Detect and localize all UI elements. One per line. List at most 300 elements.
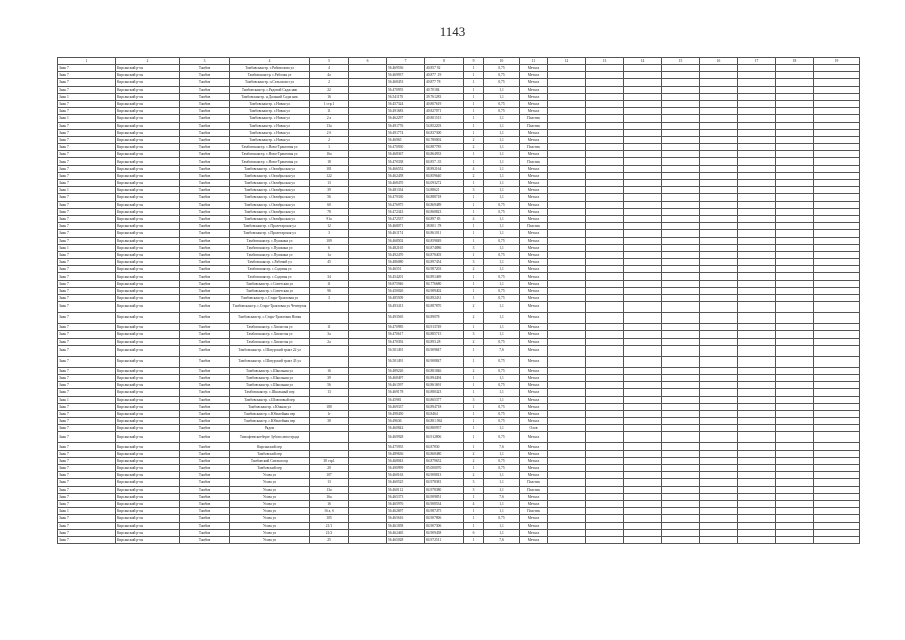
table-cell: Металл — [520, 374, 548, 381]
table-cell — [586, 479, 624, 486]
table-cell: 56.491774 — [387, 129, 425, 136]
table-cell — [738, 479, 776, 486]
table-cell — [624, 382, 662, 389]
table-cell — [349, 324, 387, 331]
table-cell: Тамбов — [180, 324, 230, 331]
table-cell: Металл — [520, 389, 548, 396]
table-cell — [776, 432, 814, 443]
table-cell — [776, 522, 814, 529]
table-cell — [586, 536, 624, 543]
table-cell: Тамбовский Смелкоп пр — [230, 457, 310, 464]
table-cell: Тамбовский пер — [230, 465, 310, 472]
table-cell: Тамбовскаястр. с.Ново-Трактовая ул — [230, 158, 310, 165]
table-cell — [738, 418, 776, 425]
table-cell: Знак 7 — [58, 287, 116, 294]
table-cell: Знак 7 — [58, 515, 116, 522]
table-cell: Тамбов — [180, 194, 230, 201]
table-cell: 21/1 — [310, 522, 349, 529]
table-cell — [814, 65, 860, 72]
table-cell — [700, 129, 738, 136]
table-cell: 54.852203 — [425, 122, 464, 129]
table-cell — [662, 251, 700, 258]
table-cell: 0,75 — [484, 432, 520, 443]
table-cell — [700, 324, 738, 331]
table-cell — [349, 313, 387, 324]
table-cell — [738, 522, 776, 529]
table-cell: 56.45981 — [387, 396, 425, 403]
table-cell — [814, 389, 860, 396]
table-cell — [662, 136, 700, 143]
table-cell — [700, 259, 738, 266]
table-cell — [349, 93, 387, 100]
table-cell: 84.880423 — [425, 389, 464, 396]
table-cell: 1,1 — [484, 522, 520, 529]
table-cell: Тамбов — [180, 86, 230, 93]
table-cell — [586, 259, 624, 266]
table-cell — [700, 158, 738, 165]
table-cell: Тамбовскаястр. с.Хвоистая ул — [230, 324, 310, 331]
table-cell: 56.493413 — [387, 302, 425, 313]
table-cell: Кирсанский р-он — [116, 108, 180, 115]
table-cell — [548, 201, 586, 208]
table-cell — [700, 418, 738, 425]
table-cell: Кирсанский р-он — [116, 136, 180, 143]
table-cell — [776, 172, 814, 179]
table-cell: 1,1 — [484, 180, 520, 187]
table-cell: 84.913749 — [425, 324, 464, 331]
table-cell: 56.465976 — [387, 500, 425, 507]
table-cell: Металл — [520, 172, 548, 179]
table-cell — [662, 356, 700, 367]
table-cell — [624, 443, 662, 450]
table-cell: 1 — [310, 144, 349, 151]
table-cell: 2 а — [310, 115, 349, 122]
column-header: 13 — [586, 58, 624, 65]
table-cell — [776, 425, 814, 432]
table-cell — [586, 396, 624, 403]
table-cell — [349, 108, 387, 115]
table-cell: Тамбов — [180, 251, 230, 258]
table-cell — [700, 425, 738, 432]
table-cell — [349, 129, 387, 136]
table-cell — [586, 313, 624, 324]
table-cell — [700, 208, 738, 215]
table-cell — [814, 215, 860, 222]
table-cell: Тамбов — [180, 72, 230, 79]
table-cell — [738, 493, 776, 500]
table-cell — [814, 144, 860, 151]
table-cell — [738, 93, 776, 100]
table-cell: Знак 7 — [58, 389, 116, 396]
table-cell — [349, 180, 387, 187]
table-cell: 1г — [310, 410, 349, 417]
table-cell: 84.892431 — [425, 295, 464, 302]
table-cell: 56.46551 — [387, 266, 425, 273]
table-cell — [814, 122, 860, 129]
table-cell: Тамбовскаястр. с.Старо-Трактовая ул Четвертая — [230, 302, 310, 313]
table-cell — [624, 356, 662, 367]
table-cell — [662, 223, 700, 230]
table-cell: 4 — [464, 215, 484, 222]
table-cell — [548, 432, 586, 443]
table-cell — [349, 338, 387, 345]
table-cell: 84.972511 — [425, 536, 464, 543]
table-cell — [738, 251, 776, 258]
table-cell: Тамбов — [180, 108, 230, 115]
table-cell: Пластик — [520, 115, 548, 122]
table-cell: Тамбовскаястр. с.Октябрьская ул — [230, 194, 310, 201]
table-cell — [624, 313, 662, 324]
table-row — [58, 86, 860, 93]
table-cell — [548, 115, 586, 122]
table-cell — [738, 151, 776, 158]
table-row — [58, 522, 860, 529]
table-cell — [349, 410, 387, 417]
table-header-row — [58, 58, 860, 65]
table-cell: 6 — [464, 529, 484, 536]
table-cell — [776, 144, 814, 151]
table-cell — [776, 273, 814, 280]
table-cell — [700, 500, 738, 507]
table-cell: 122 — [310, 172, 349, 179]
table-cell: Кирсанский р-он — [116, 331, 180, 338]
table-cell — [349, 65, 387, 72]
table-cell: Тамбов — [180, 273, 230, 280]
table-cell — [586, 144, 624, 151]
table-cell: Тамбов — [180, 259, 230, 266]
table-cell: Металл — [520, 331, 548, 338]
table-cell: Тамбов — [180, 129, 230, 136]
table-cell: Знак 7 — [58, 356, 116, 367]
table-cell: 0,75 — [484, 338, 520, 345]
table-cell — [814, 338, 860, 345]
table-cell: Кирсанский р-он — [116, 165, 180, 172]
table-cell: 56.465028 — [387, 536, 425, 543]
table-cell: 1 — [464, 79, 484, 86]
table-cell — [776, 396, 814, 403]
table-cell — [776, 389, 814, 396]
table-cell — [700, 432, 738, 443]
table-cell — [624, 508, 662, 515]
table-row — [58, 313, 860, 324]
table-cell — [738, 331, 776, 338]
table-cell — [349, 465, 387, 472]
table-cell — [776, 493, 814, 500]
table-cell — [349, 396, 387, 403]
table-cell — [548, 215, 586, 222]
table-cell — [624, 403, 662, 410]
table-cell: 2 — [464, 338, 484, 345]
table-cell: Тамбов — [180, 479, 230, 486]
table-cell — [586, 382, 624, 389]
table-cell: Тамбов — [180, 465, 230, 472]
table-cell: Усова ул — [230, 508, 310, 515]
table-cell: Кирсанский р-он — [116, 194, 180, 201]
table-cell — [349, 356, 387, 367]
table-cell — [662, 158, 700, 165]
table-row — [58, 418, 860, 425]
table-cell — [776, 295, 814, 302]
table-cell — [624, 251, 662, 258]
table-cell — [814, 223, 860, 230]
table-cell — [548, 136, 586, 143]
table-cell — [349, 280, 387, 287]
table-cell: 84.887785 — [425, 144, 464, 151]
table-cell: Пластик — [520, 223, 548, 230]
table-row — [58, 230, 860, 237]
table-cell — [310, 345, 349, 356]
table-cell: 84.978380 — [425, 486, 464, 493]
table-cell: Тамбов — [180, 65, 230, 72]
table-cell — [814, 208, 860, 215]
table-cell — [814, 259, 860, 266]
table-cell: Тамбовскаястр. с.Новая ул — [230, 136, 310, 143]
table-cell — [586, 356, 624, 367]
table-cell — [349, 479, 387, 486]
table-cell: 56.465616 — [387, 515, 425, 522]
table-cell — [814, 201, 860, 208]
table-cell: 84.989402 — [425, 287, 464, 294]
table-cell — [814, 410, 860, 417]
table-cell: Тамбов — [180, 367, 230, 374]
table-cell: 4а — [310, 72, 349, 79]
table-cell: Тамбов — [180, 144, 230, 151]
table-cell: Знак 7 — [58, 443, 116, 450]
table-cell — [776, 201, 814, 208]
table-cell — [548, 165, 586, 172]
table-cell: Металл — [520, 136, 548, 143]
table-cell — [548, 313, 586, 324]
table-cell: Кирсанский р-он — [116, 230, 180, 237]
table-cell — [814, 493, 860, 500]
table-cell — [624, 266, 662, 273]
table-row — [58, 129, 860, 136]
table-cell: Знак 7 — [58, 493, 116, 500]
table-cell: Тамбов — [180, 93, 230, 100]
table-cell — [700, 187, 738, 194]
table-cell: 1,1 — [484, 396, 520, 403]
table-cell: 1 — [464, 389, 484, 396]
table-cell — [548, 536, 586, 543]
table-cell: Кирсанский р-он — [116, 302, 180, 313]
table-cell: Знак 7 — [58, 450, 116, 457]
table-cell: Металл — [520, 287, 548, 294]
table-cell: 2а — [310, 338, 349, 345]
table-cell — [738, 237, 776, 244]
table-cell: 1 — [464, 208, 484, 215]
table-cell: Тамбов — [180, 410, 230, 417]
table-cell: Металл — [520, 100, 548, 107]
table-cell: 84.87830 — [425, 443, 464, 450]
table-cell — [624, 79, 662, 86]
table-cell — [548, 486, 586, 493]
table-cell — [738, 165, 776, 172]
table-cell — [586, 500, 624, 507]
table-cell: Тамбов — [180, 313, 230, 324]
table-cell — [700, 493, 738, 500]
table-cell: Металл — [520, 522, 548, 529]
table-cell: Тамбов — [180, 215, 230, 222]
table-cell: Металл — [520, 345, 548, 356]
table-cell: Металл — [520, 432, 548, 443]
table-row — [58, 465, 860, 472]
table-cell: Кирсанский р-он — [116, 522, 180, 529]
table-cell: Тамбовскаястр. с.Пушкина ул — [230, 244, 310, 251]
table-cell — [349, 187, 387, 194]
table-cell: Кирсанский р-он — [116, 425, 180, 432]
table-cell — [349, 522, 387, 529]
table-cell — [624, 129, 662, 136]
table-cell — [548, 72, 586, 79]
table-cell: Знак 7 — [58, 295, 116, 302]
table-cell: 39 — [310, 374, 349, 381]
table-cell: Тамбовскаястр. с.Старо-Трактовая Новая — [230, 313, 310, 324]
table-cell — [776, 403, 814, 410]
table-cell — [624, 410, 662, 417]
table-cell: Пластик — [520, 479, 548, 486]
table-cell — [814, 367, 860, 374]
table-cell — [349, 515, 387, 522]
table-cell — [548, 331, 586, 338]
table-cell — [624, 493, 662, 500]
table-cell — [700, 367, 738, 374]
table-cell: Металл — [520, 72, 548, 79]
table-cell — [700, 508, 738, 515]
table-cell: Металл — [520, 536, 548, 543]
table-cell: Тамбов — [180, 515, 230, 522]
table-cell — [776, 194, 814, 201]
table-cell: Кирсанский р-он — [116, 313, 180, 324]
table-cell: 4 — [464, 165, 484, 172]
table-cell: Тамбов — [180, 338, 230, 345]
table-row — [58, 237, 860, 244]
table-cell — [349, 100, 387, 107]
column-header: 17 — [738, 58, 776, 65]
table-cell: 16 а, б — [310, 508, 349, 515]
table-cell: Кирсанский р-он — [116, 536, 180, 543]
table-cell: 56.470617 — [387, 331, 425, 338]
table-cell: 56.501491 — [387, 356, 425, 367]
table-cell: Металл — [520, 194, 548, 201]
table-cell: Металл — [520, 244, 548, 251]
table-cell — [349, 457, 387, 464]
column-header: 7 — [387, 58, 425, 65]
table-cell: 56.489636 — [387, 450, 425, 457]
table-cell — [814, 287, 860, 294]
table-cell — [700, 403, 738, 410]
table-cell: Тамбовскаястр. с.Советская ул — [230, 287, 310, 294]
table-cell — [624, 338, 662, 345]
table-cell — [548, 479, 586, 486]
table-cell: Знак 7 — [58, 151, 116, 158]
table-cell: 1 — [464, 100, 484, 107]
table-cell — [700, 237, 738, 244]
table-cell — [776, 86, 814, 93]
table-cell — [776, 324, 814, 331]
table-cell: 84.093272 — [425, 180, 464, 187]
table-cell — [776, 418, 814, 425]
table-cell — [548, 338, 586, 345]
table-cell: 1 — [464, 418, 484, 425]
table-cell: 38.892164 — [425, 165, 464, 172]
table-cell: 1,1 — [484, 374, 520, 381]
table-cell — [700, 472, 738, 479]
table-cell: Тамбовскаястр. с.Пушкина ул — [230, 237, 310, 244]
table-row — [58, 180, 860, 187]
table-cell: 0,75 — [484, 465, 520, 472]
table-cell — [776, 313, 814, 324]
table-cell — [624, 244, 662, 251]
table-cell: 1 — [464, 151, 484, 158]
table-cell: 1,1 — [484, 331, 520, 338]
table-cell: Металл — [520, 418, 548, 425]
table-cell: Тамбовскаястр. с.Октябрьская ул — [230, 180, 310, 187]
table-cell: 84.909851 — [425, 493, 464, 500]
table-cell: 40.827071 — [425, 108, 464, 115]
table-cell — [776, 410, 814, 417]
table-cell: 1,1 — [484, 389, 520, 396]
table-cell: Усова ул — [230, 479, 310, 486]
table-cell — [700, 165, 738, 172]
table-cell: 2 — [464, 144, 484, 151]
table-cell: 3 — [464, 331, 484, 338]
table-cell — [624, 208, 662, 215]
table-cell: Кирсанский р-он — [116, 457, 180, 464]
table-cell: 84.881846 — [425, 367, 464, 374]
table-cell: 84.865377 — [425, 396, 464, 403]
table-row — [58, 425, 860, 432]
table-cell: 16 — [310, 500, 349, 507]
table-cell — [624, 72, 662, 79]
table-cell: 1,1 — [484, 259, 520, 266]
table-cell: Знак 7 — [58, 79, 116, 86]
table-cell — [662, 486, 700, 493]
table-cell: Знак 7 — [58, 338, 116, 345]
table-cell — [700, 201, 738, 208]
table-cell: Металл — [520, 500, 548, 507]
table-cell — [624, 536, 662, 543]
table-cell: Тамбов — [180, 418, 230, 425]
table-cell: 1,1 — [484, 486, 520, 493]
table-cell — [776, 338, 814, 345]
table-cell — [738, 273, 776, 280]
table-cell: 84.909847 — [425, 345, 464, 356]
table-cell — [738, 266, 776, 273]
table-cell: Тамбов — [180, 425, 230, 432]
table-cell: 56.470392 — [387, 338, 425, 345]
table-cell: Металл — [520, 302, 548, 313]
table-cell: Знак 7 — [58, 410, 116, 417]
table-cell — [776, 515, 814, 522]
table-cell: Знак 7 — [58, 302, 116, 313]
table-cell — [548, 367, 586, 374]
table-cell: Кирсанский р-он — [116, 65, 180, 72]
table-cell: Кирсанский р-он — [116, 172, 180, 179]
table-row — [58, 515, 860, 522]
table-row — [58, 100, 860, 107]
table-cell: Знак 1 — [58, 187, 116, 194]
table-cell: 1,1 — [484, 450, 520, 457]
table-cell: Тамбов — [180, 389, 230, 396]
table-cell — [814, 374, 860, 381]
table-cell — [814, 151, 860, 158]
table-cell: 1,1 — [484, 472, 520, 479]
table-cell — [814, 86, 860, 93]
table-cell: 1 — [464, 508, 484, 515]
table-cell — [548, 374, 586, 381]
table-cell — [586, 295, 624, 302]
table-cell: Тамбовскаястр. с.Пролетарская ул — [230, 230, 310, 237]
